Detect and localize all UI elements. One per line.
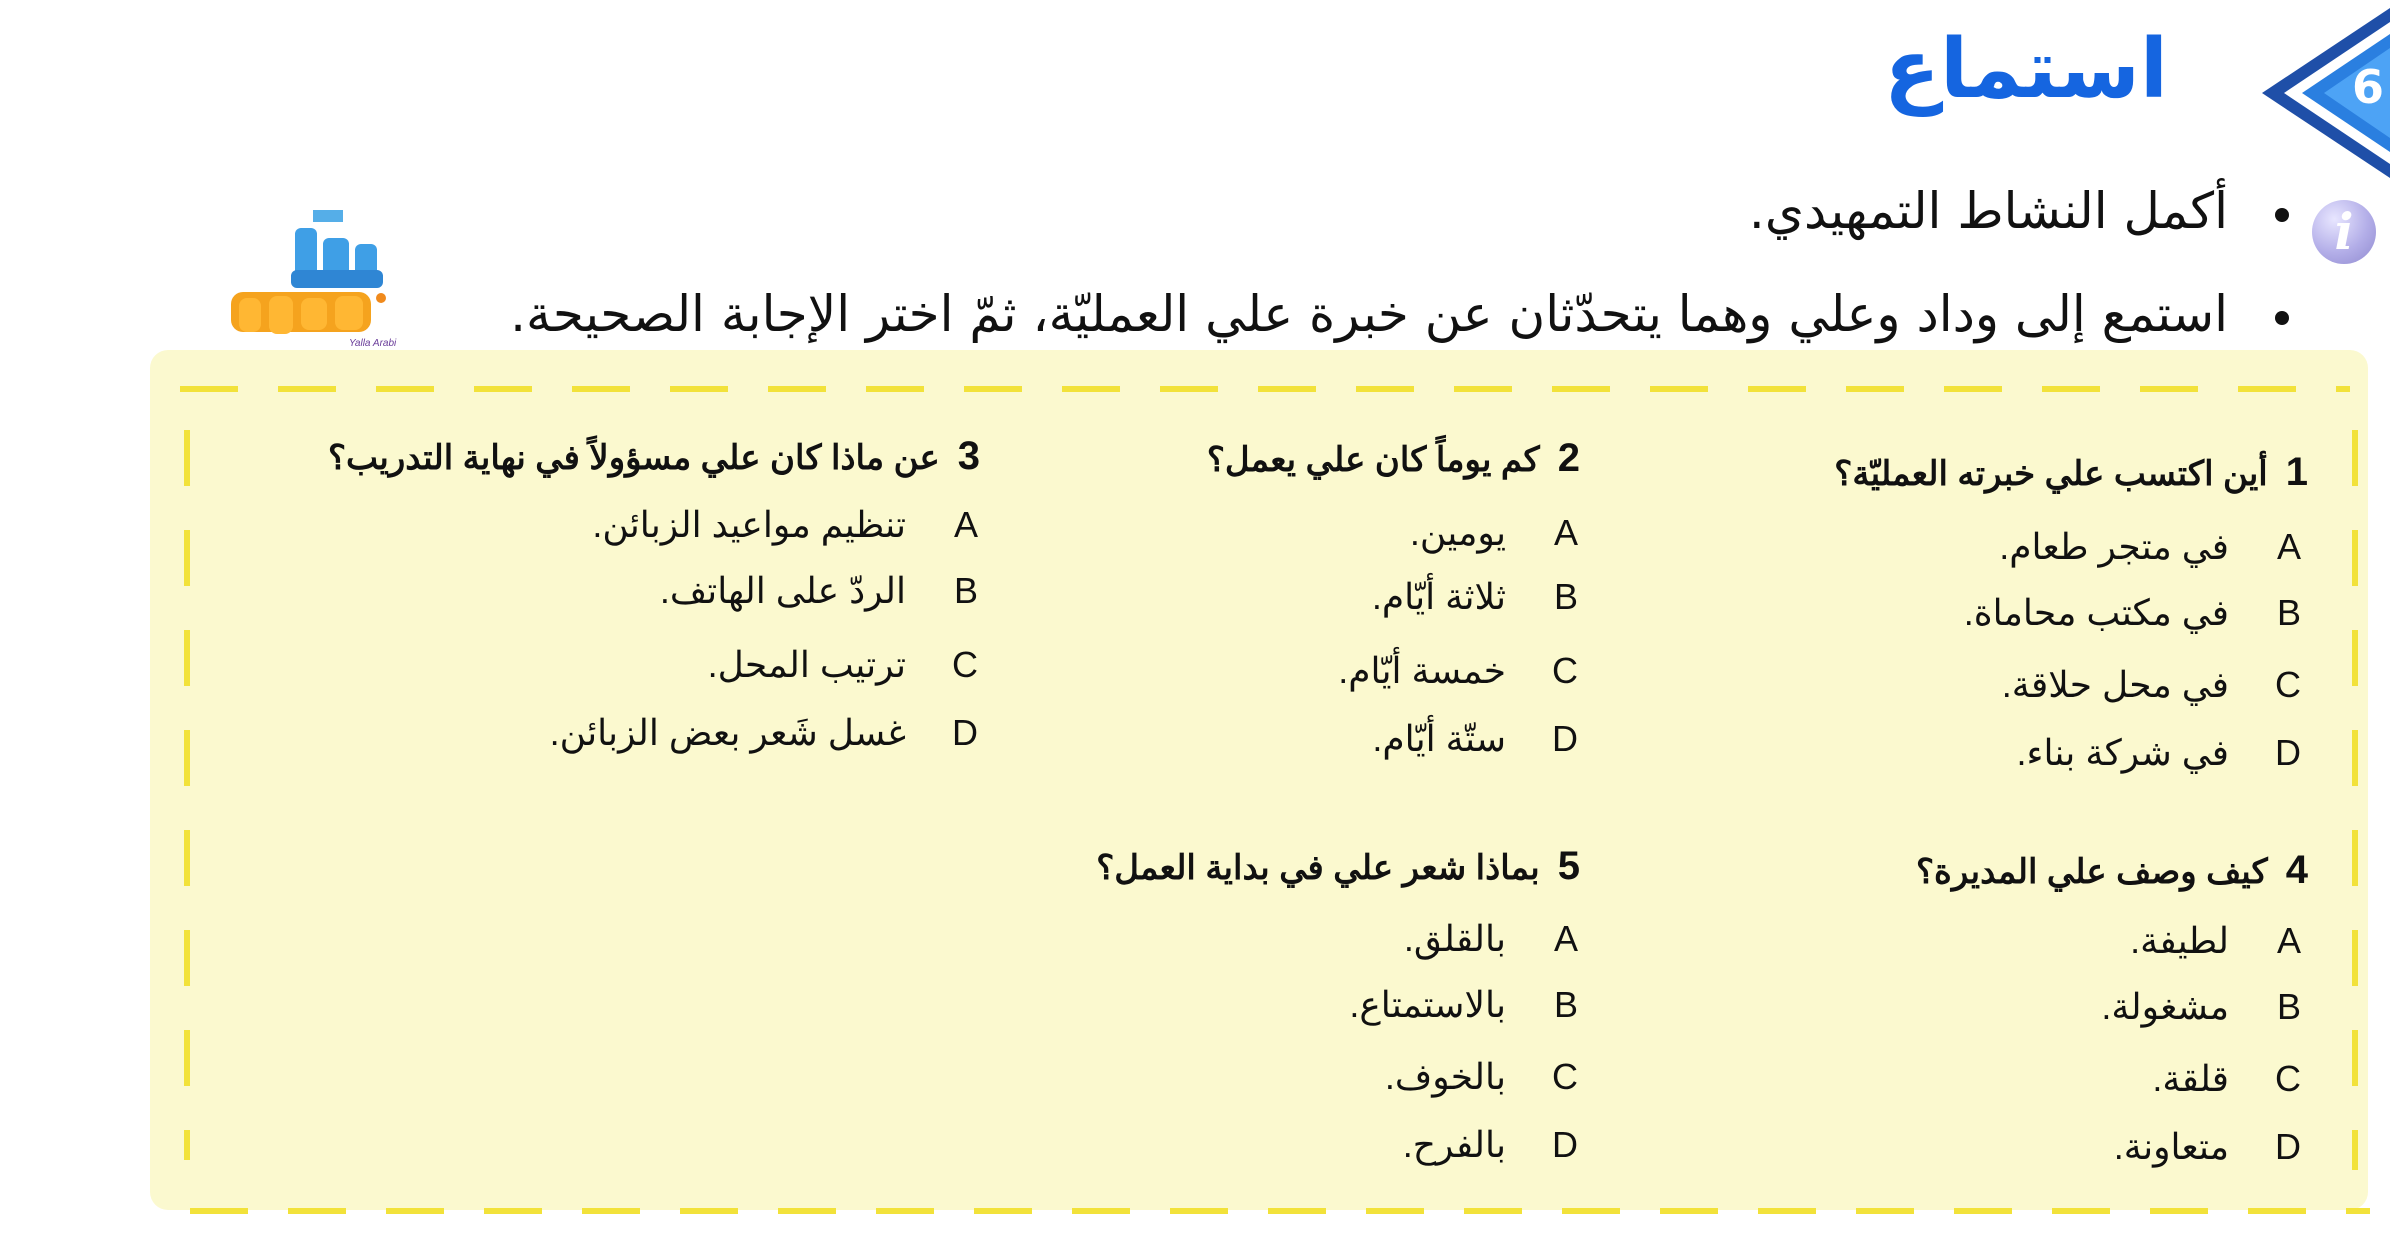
- question-text: كيف وصف علي المديرة؟: [1916, 853, 2268, 891]
- option-text: في شركة بناء.: [2016, 732, 2229, 773]
- instruction-2: استمع إلى وداد وعلي وهما يتحدّثان عن خبرة علي العمليّة، ثمّ اختر الإجابة الصحيحة.: [510, 285, 2228, 343]
- option-text: ثلاثة أيّام.: [1371, 576, 1506, 617]
- question-text: عن ماذا كان علي مسؤولاً في نهاية التدريب؟: [327, 439, 940, 477]
- question-3: [328, 434, 980, 479]
- question-1-option-c[interactable]: [2002, 664, 2301, 706]
- question-5-option-d[interactable]: [1403, 1124, 1578, 1166]
- question-5-option-c[interactable]: [1385, 1056, 1578, 1098]
- option-text: خمسة أيّام.: [1338, 650, 1506, 691]
- option-letter: A: [953, 504, 978, 545]
- question-number: 5: [1557, 844, 1580, 888]
- question-1-option-d[interactable]: [2017, 732, 2301, 774]
- option-text: بالخوف.: [1384, 1056, 1506, 1097]
- panel-border-right: [2352, 430, 2358, 1170]
- question-3-option-a[interactable]: [592, 504, 978, 546]
- question-number: 3: [957, 434, 980, 478]
- question-2: [1207, 436, 1580, 481]
- option-letter: A: [1553, 918, 1578, 959]
- question-5: [1096, 844, 1580, 889]
- question-2-option-a[interactable]: [1410, 512, 1578, 554]
- option-letter: D: [952, 712, 978, 753]
- option-text: مشغولة.: [2101, 986, 2229, 1027]
- option-text: لطيفة.: [2130, 920, 2229, 961]
- option-text: الردّ على الهاتف.: [659, 570, 906, 611]
- option-letter: B: [2276, 986, 2301, 1027]
- option-letter: A: [2276, 526, 2301, 567]
- option-letter: D: [2275, 732, 2301, 773]
- option-letter: C: [952, 644, 978, 685]
- question-number: 4: [2285, 848, 2308, 892]
- question-2-option-b[interactable]: [1372, 576, 1578, 618]
- question-4: [1916, 848, 2308, 893]
- option-letter: B: [1553, 984, 1578, 1025]
- option-text: قلقة.: [2152, 1058, 2229, 1099]
- info-icon: i: [2312, 200, 2376, 264]
- instruction-1: أكمل النشاط التمهيدي.: [1748, 182, 2228, 240]
- bullet-icon: [2275, 311, 2289, 325]
- question-4-option-a[interactable]: [2130, 920, 2301, 962]
- yalla-arabi-logo: [225, 200, 405, 350]
- option-text: في مكتب محاماة.: [1963, 592, 2229, 633]
- option-text: غسل شَعر بعض الزبائن.: [549, 712, 906, 753]
- option-letter: D: [1552, 718, 1578, 759]
- option-letter: A: [2276, 920, 2301, 961]
- option-letter: D: [1552, 1124, 1578, 1165]
- question-number: 1: [2285, 450, 2308, 494]
- option-text: ستّة أيّام.: [1372, 718, 1506, 759]
- option-text: بالفرح.: [1402, 1124, 1506, 1165]
- option-letter: B: [2276, 592, 2301, 633]
- page-title: استماع: [1884, 22, 2168, 117]
- question-5-option-a[interactable]: [1404, 918, 1578, 960]
- option-letter: B: [953, 570, 978, 611]
- question-2-option-c[interactable]: [1338, 650, 1578, 692]
- option-letter: C: [1552, 650, 1578, 691]
- option-letter: C: [1552, 1056, 1578, 1097]
- question-3-option-c[interactable]: [708, 644, 978, 686]
- option-text: ترتيب المحل.: [707, 644, 906, 685]
- question-4-option-c[interactable]: [2152, 1058, 2301, 1100]
- question-4-option-b[interactable]: [2101, 986, 2301, 1028]
- question-text: أين اكتسب علي خبرته العمليّة؟: [1834, 455, 2268, 493]
- option-text: بالاستمتاع.: [1349, 984, 1506, 1025]
- logo-subtitle: Yalla Arabi: [349, 338, 397, 349]
- question-1: [1834, 450, 2308, 495]
- option-text: متعاونة.: [2113, 1126, 2229, 1167]
- question-3-option-d[interactable]: [550, 712, 978, 754]
- panel-border-left: [184, 430, 190, 1160]
- question-text: بماذا شعر علي في بداية العمل؟: [1096, 849, 1540, 887]
- bullet-icon: [2275, 208, 2289, 222]
- option-text: تنظيم مواعيد الزبائن.: [592, 504, 906, 545]
- panel-border-bottom: [190, 1208, 2370, 1214]
- question-number: 2: [1557, 436, 1580, 480]
- question-4-option-d[interactable]: [2114, 1126, 2301, 1168]
- option-text: يومين.: [1409, 512, 1506, 553]
- option-letter: C: [2275, 664, 2301, 705]
- question-1-option-a[interactable]: [1999, 526, 2301, 568]
- option-letter: B: [1553, 576, 1578, 617]
- panel-border-top: [180, 386, 2350, 392]
- option-letter: C: [2275, 1058, 2301, 1099]
- option-text: في متجر طعام.: [1999, 526, 2229, 567]
- option-letter: D: [2275, 1126, 2301, 1167]
- option-text: بالقلق.: [1403, 918, 1506, 959]
- option-letter: A: [1553, 512, 1578, 553]
- question-text: كم يوماً كان علي يعمل؟: [1206, 441, 1540, 479]
- section-number: 6: [2351, 60, 2384, 114]
- question-1-option-b[interactable]: [1964, 592, 2301, 634]
- question-3-option-b[interactable]: [660, 570, 978, 612]
- option-text: في محل حلاقة.: [2001, 664, 2229, 705]
- question-2-option-d[interactable]: [1372, 718, 1578, 760]
- question-5-option-b[interactable]: [1349, 984, 1578, 1026]
